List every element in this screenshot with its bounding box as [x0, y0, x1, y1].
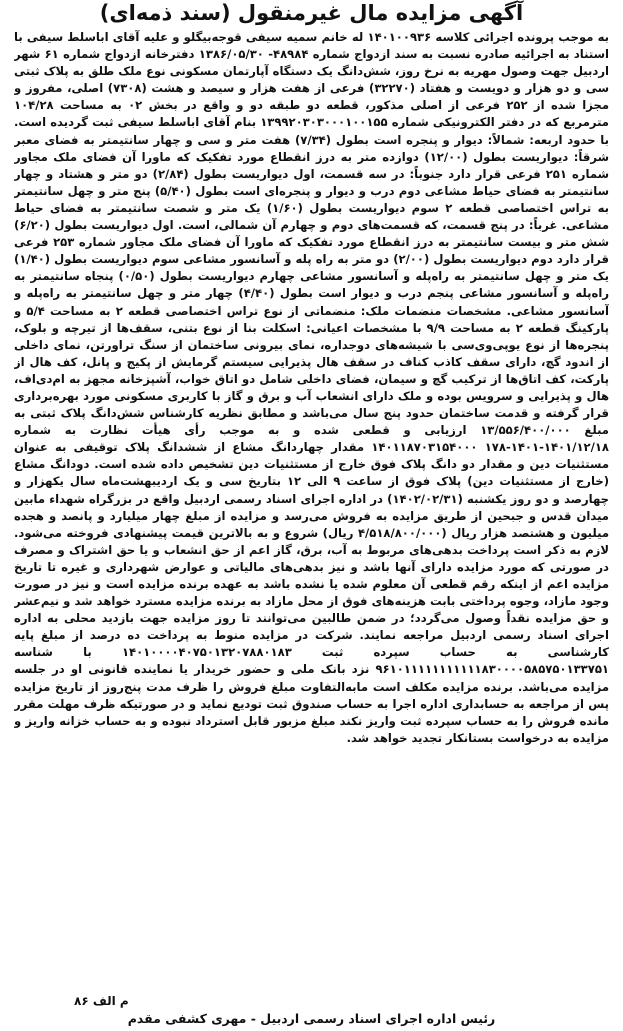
notice-code: م الف ۸۶ — [74, 994, 129, 1008]
notice-signature: رئیس اداره اجرای اسناد رسمی اردبیل - مهری کشفی مقدم — [127, 1011, 496, 1026]
notice-title: آگهی مزایده مال غیرمنقول (سند ذمه‌ای) — [99, 1, 524, 25]
notice-body: به موجب پرونده اجرائی کلاسه ۱۴۰۱۰۰۹۳۶ له خانم سمیه سیفی قوجه‌بیگلو و علیه آقای اباسلط سیفی با استناد به اجرائیه صادره نسبت به سند ازدواج شماره ۴۸۹۸۴- ۱۳۸۶/۰۵/۳۰ دفترخانه ازدواج شماره ۶۱ شهر اردبیل جهت وصول مهریه به نرخ روز، شش‌دانگ یک دستگاه آپارتمان مسکونی نوع ملک طلق به پلاک ثبتی سی و دو هزار و دویست و هفتاد (۳۲۲۷۰) فرعی از هفت هزار و سیصد و هشت (۷۳۰۸) اصلی، مفروز و مجزا شده از ۲۵۲ فرعی از اصلی مذکور، قطعه دو طبقه دو و واقع در بخش ۰۲ به مساحت ۱۰۴/۲۸ مترمربع که در دفتر الکترونیکی شماره ۱۳۹۹۲۰۳۰۳۰۰۰۱۰۰۱۵۵ بنام آقای اباسلط سیفی ثبت گردیده است. با حدود اربعه: شمالاً: دیوار و پنجره است بطول (۷/۳۴) هفت متر و سی و چهار سانتیمتر به فضای معبر شرقاً: دیواریست بطول (۱۲/۰۰) دوازده متر به درز انقطاع مورد تفکیک که ماورا آن فضای ملک مجاور شماره ۲۵۱ فرعی قرار دارد جنوباً: در سه قسمت، اول دیواریست بطول (۲/۸۴) دو متر و هشتاد و چهار سانتیمتر به فضای حیاط مشاعی دوم درب و دیوار و پنجره‌ای است بطول (۵/۴۰) پنج متر و چهل سانتیمتر به تراس اختصاصی قطعه ۲ سوم دیواریست بطول (۱/۶۰) یک متر و شصت سانتیمتر به فضای حیاط مشاعی. غرباً: در پنج قسمت، که قسمت‌های دوم و چهارم آن شمالی، است. اول دیواریست بطول (۶/۲۰) شش متر و بیست سانتیمتر به درز انقطاع مورد تفکیک که ماورا آن فضای ملک مجاور شماره ۲۵۳ فرعی قرار دارد دوم دیواریست بطول (۲/۰۰) دو متر به راه پله و آسانسور مشاعی سوم دیواریست بطول (۱/۴۰) یک متر و چهل سانتیمتر به راه‌پله و آسانسور مشاعی چهارم دیواریست بطول (۰/۵۰) پنجاه سانتیمتر به راه‌پله و آسانسور مشاعی پنجم درب و دیوار است بطول (۴/۴۰) چهار متر و چهل سانتیمتر به راه‌پله و آسانسور مشاعی. مشخصات منضمات ملک: منضماتی از نوع تراس اختصاصی قطعه ۲ به مساحت ۵/۴ و پارکینگ قطعه ۲ به مساحت ۹/۹ با مشخصات اعیانی: اسکلت بنا از نوع بتنی، سقف‌ها از تیرچه و بلوک، پنجره‌ها از نوع یو‌پی‌وی‌سی با شیشه‌های دوجداره، نمای بیرونی ساختمان از سنگ تراورتن، نمای داخلی از اندود گچ، دارای سقف کاذب کناف در سقف هال پذیرایی سیستم گرمایش از پکیج و پانل، کف هال از پارکت، کف اتاق‌ها از ترکیب گچ و سیمان، فضای داخلی شامل دو اتاق خواب، آشپزخانه مجهز به ام‌دی‌اف، هال و پذیرایی و سرویس بوده و ملک دارای انشعاب آب و برق و گاز با کاربری مسکونی مورد بهره‌برداری قرار گرفته و قدمت ساختمان حدود پنج سال می‌باشد و مطابق نظریه کارشناس شش‌دانگ پلاک ثبتی به مبلغ ۱۳/۵۵۶/۴۰۰/۰۰۰ ارزیابی و قطعی شده و به موجب رأی هیأت نظارت به شماره ۱۴۰۱/۱۲/۱۸-۱۴۰۱-۱۷۸ ۱۴۰۱۱۸۷۰۳۱۵۴۰۰۰ مقدار چهاردانگ مشاع از ششدانگ پلاک توقیفی به عنوان مستثنیات دین و مقدار دو دانگ پلاک فوق خارج از مستثنیات دین تشخیص داده شده است. دودانگ مشاع (خارج از مستثنیات دین) پلاک فوق از ساعت ۹ الی ۱۲ بتاریخ سی و یک اردیبهشت‌ماه سال یکهزار و چهارصد و دو روز یکشنبه (۱۴۰۲/۰۲/۳۱) در اداره اجرای اسناد رسمی اردبیل واقع در بزرگراه شهداء مابین میدان قدس و جبحین از طریق مزایده به فروش می‌رسد و مزایده از مبلغ چهار میلیارد و پانصد و هجده میلیون و هشتصد هزار ریال (۴/۵۱۸/۸۰۰/۰۰۰ ریال) شروع و به بالاترین قیمت پیشنهادی فروخته می‌شود. لازم به ذکر است پرداخت بدهی‌های مربوط به آب، برق، گاز اعم از حق انشعاب و یا حق اشتراک و مصرف در صورتی که مورد مزایده دارای آنها باشد و نیز بدهی‌های مالیاتی و عوارض شهرداری و غیره تا تاریخ مزایده اعم از اینکه رقم قطعی آن معلوم شده یا نشده باشد به عهده برنده مزایده است و نیز در صورت وجود مازاد، وجوه پرداختی بابت هزینه‌های فوق از محل مازاد به برنده مزایده مسترد خواهد شد و نیم‌عشر و حق مزایده نقداً وصول می‌گردد؛ در ضمن طالبین می‌توانند تا روز مزایده جهت بازدید محلی به اداره اجرای اسناد رسمی اردبیل مراجعه نمایند. شرکت در مزایده منوط به پرداخت ده درصد از مبلغ پایه کارشناسی به حساب سپرده ثبت ۱۴۰۱۰۰۰۰۴۰۷۵۰۱۳۲۰۷۸۸۰۱۸۳ با شناسه ۹۶۱۰۱۱۱۱۱۱۱۱۱۱۱۸۳۰۰۰۰۵۸۵۷۵۰۱۳۳۷۵۱ نزد بانک ملی و حضور خریدار یا نماینده قانونی او در جلسه مزایده می‌باشد. برنده مزایده مکلف است مابه‌التفاوت مبلغ فروش را ظرف مدت پنج‌روز از تاریخ مزایده پس از مراجعه به حسابداری اداره اجرا به حساب صندوق ثبت تودیع نماید و در صورتیکه ظرف مهلت مقرر مانده فروش را به حساب سپرده ثبت واریز نکند مبلغ مزبور قابل استرداد نبوده و به حساب خزانه واریز و مزایده به درخواست بستانکار تجدید خواهد شد. — [14, 30, 609, 745]
title-bar — [14, 0, 609, 26]
